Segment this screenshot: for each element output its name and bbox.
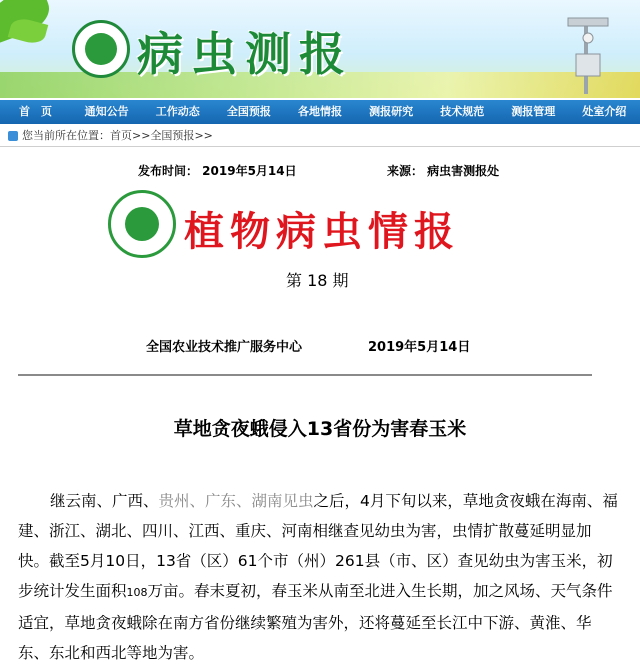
body-text-small: 108 xyxy=(126,586,148,599)
weather-station-icon xyxy=(560,14,616,94)
article-body xyxy=(18,486,618,668)
breadcrumb-prefix: 您当前所在位置： xyxy=(22,129,110,142)
body-text-segment: 万亩。春末夏初，春玉米从南至北进入生长期，加之风场、天气条件适宜，草地贪夜蛾除在南方省份继续繁殖为害外，还将蔓延至长江中下游、黄淮、华东、东北和西北等地为害。 xyxy=(18,582,613,662)
report-date: 2019年5月14日 xyxy=(368,340,471,355)
nav-research[interactable]: 测报研究 xyxy=(369,105,414,118)
site-logo xyxy=(72,20,130,78)
breadcrumb-section[interactable]: 全国预报 xyxy=(150,129,195,142)
nav-local-reports[interactable]: 各地情报 xyxy=(297,105,342,118)
body-text-segment: 继云南、广西、 xyxy=(50,492,159,510)
nav-work-news[interactable]: 工作动态 xyxy=(155,105,200,118)
breadcrumb-separator: >> xyxy=(132,129,151,142)
divider xyxy=(18,374,592,376)
site-banner xyxy=(0,0,640,98)
report-issue: 第 18 期 xyxy=(286,271,349,290)
nav-management[interactable]: 测报管理 xyxy=(511,105,556,118)
body-text-gray: 贵州、广东、湖南见虫 xyxy=(158,492,314,510)
report-title: 植物病虫情报 xyxy=(184,208,460,255)
breadcrumb xyxy=(0,126,640,147)
nav-standards[interactable]: 技术规范 xyxy=(440,105,485,118)
article-headline: 草地贪夜蛾侵入13省份为害春玉米 xyxy=(173,418,467,440)
speaker-icon xyxy=(8,131,18,141)
nav-notices[interactable]: 通知公告 xyxy=(84,105,129,118)
publish-time: 发布时间： 2019年5月14日 xyxy=(138,164,297,178)
nav-home[interactable]: 首 页 xyxy=(19,105,53,118)
body-text-segment: 之后，4月下旬以来，草地贪夜蛾在海南、福建、浙江、湖北、四川、江西、重庆、河南相继查见幼虫为害，虫情扩散蔓延明显加快。截至5月10日，13省（区）61个市（州）261县（市、区）查见幼虫为害玉米，初步统计发生面积 xyxy=(18,492,618,600)
report-organization: 全国农业技术推广服务中心 xyxy=(146,340,303,355)
nav-national-forecast[interactable]: 全国预报 xyxy=(226,105,271,118)
breadcrumb-separator: >> xyxy=(194,129,213,142)
site-title: 病虫测报 xyxy=(137,27,353,81)
article-source: 来源： 病虫害测报处 xyxy=(387,164,500,178)
report-logo xyxy=(108,190,176,258)
breadcrumb-home[interactable]: 首页 xyxy=(110,129,132,142)
nav-division-intro[interactable]: 处室介绍 xyxy=(582,105,627,118)
main-nav xyxy=(0,100,640,124)
